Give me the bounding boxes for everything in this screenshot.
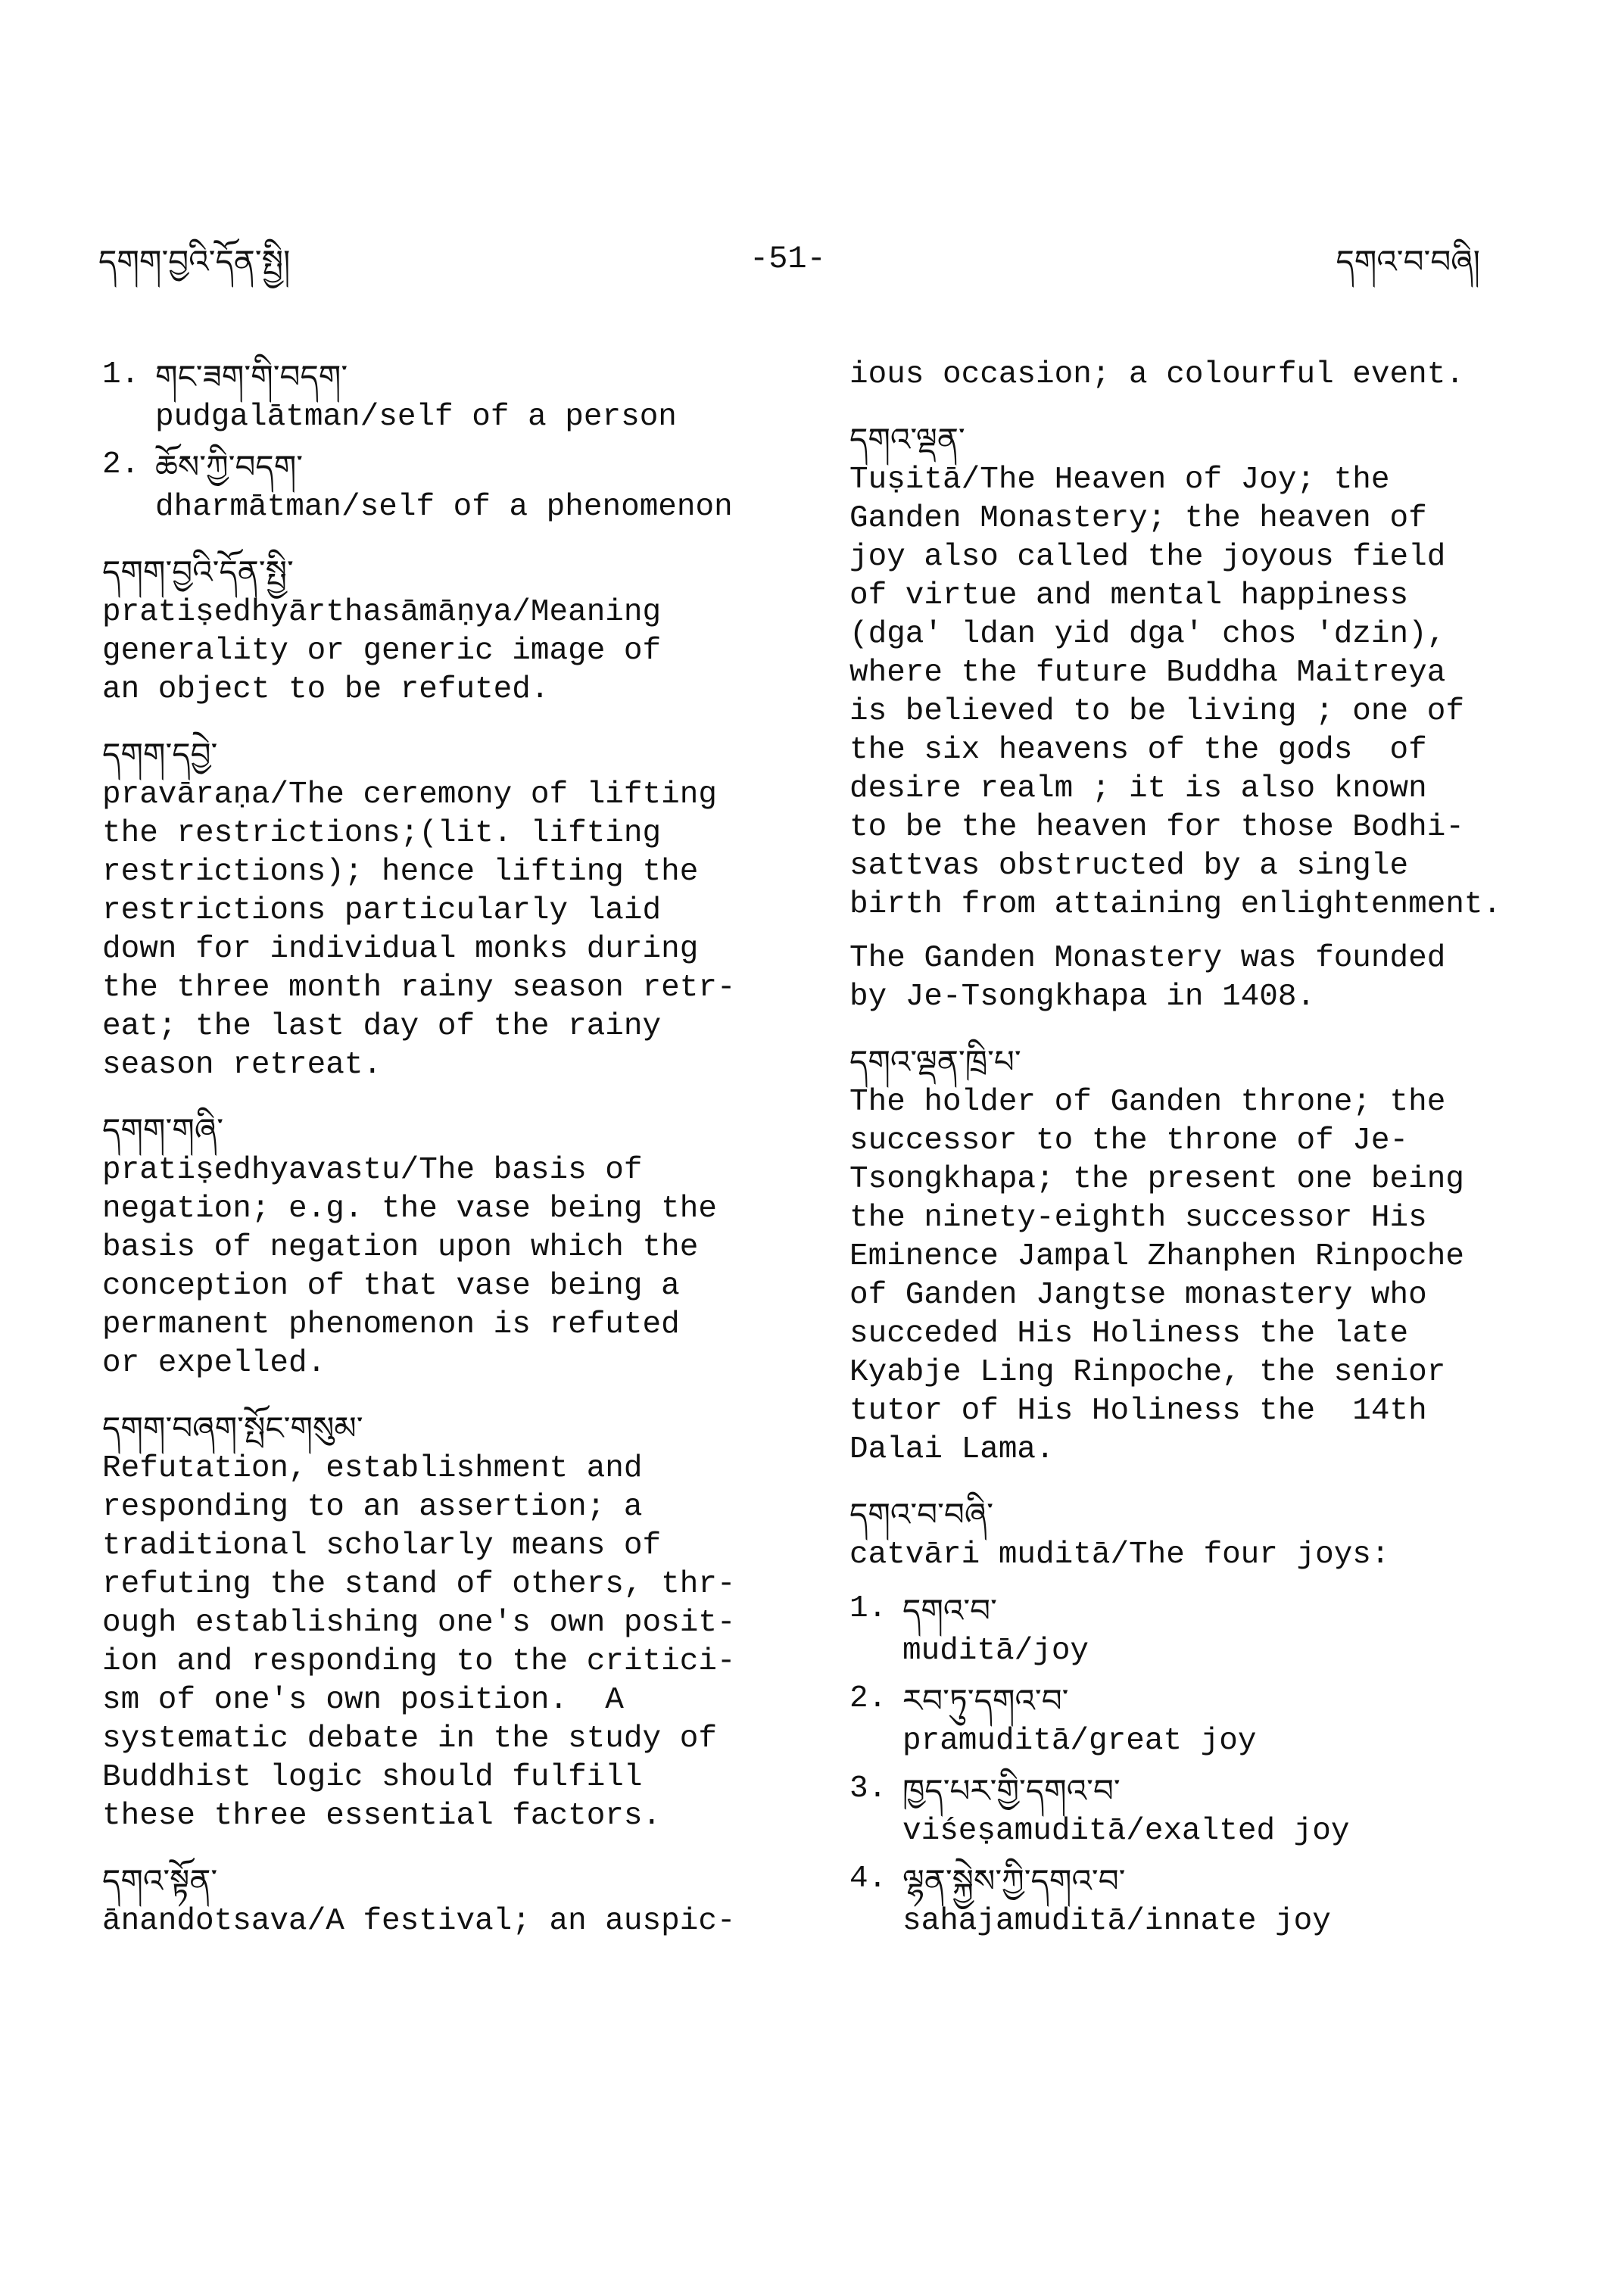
list-item: [849, 1590, 1531, 1671]
item-tibetan: ཁྱད་པར་གྱི་དགའ་བ་: [902, 1772, 1121, 1809]
item-body: [155, 356, 784, 437]
definition-line: these three essential factors.: [102, 1799, 662, 1833]
definition-line: refuting the stand of others, thr-: [102, 1567, 736, 1602]
headword-tibetan: དགའ་ལྡན་ཁྲི་པ་: [849, 1043, 1021, 1080]
definition-continuation: [849, 356, 1531, 394]
definition: [102, 1450, 784, 1836]
definition-line: ānandotsava/A festival; an auspic-: [102, 1904, 736, 1939]
definition-line: or expelled.: [102, 1346, 326, 1381]
definition: [102, 776, 784, 1085]
running-head-left: དགག་བྱའི་དོན་སྤྱི།: [98, 243, 291, 280]
definition-line: ough establishing one's own posit-: [102, 1606, 736, 1640]
item-number: 3.: [849, 1771, 887, 1806]
definition-line: Dalai Lama.: [849, 1432, 1055, 1467]
item-body: [902, 1680, 1531, 1761]
definition-line: restrictions); hence lifting the: [102, 855, 699, 889]
glossary-entry: [102, 1860, 784, 1941]
definition-line: the restrictions;(lit. lifting: [102, 816, 662, 851]
page-number: -51-: [750, 241, 826, 277]
glossary-entry: [102, 1407, 784, 1836]
definition-line: pravāraṇa/The ceremony of lifting: [102, 777, 717, 812]
definition-line: eat; the last day of the rainy: [102, 1009, 662, 1044]
definition-line: The Ganden Monastery was founded: [849, 941, 1446, 976]
definition-line: ion and responding to the critici-: [102, 1644, 736, 1679]
item-tibetan: རབ་ཏུ་དགའ་བ་: [902, 1682, 1069, 1719]
item-tibetan: ལྷན་སྐྱེས་ཀྱི་དགའ་བ་: [902, 1862, 1126, 1899]
numbered-list: [102, 356, 784, 527]
headword-tibetan: དགའ་ལྡན་: [849, 421, 965, 458]
headword-tibetan: དགག་གཞི་: [102, 1111, 224, 1148]
item-body: [155, 446, 784, 527]
list-item: [849, 1770, 1531, 1851]
item-number: 2.: [102, 447, 140, 482]
glossary-entry: [102, 1109, 784, 1383]
definition-line: joy also called the joyous field: [849, 540, 1446, 575]
list-item: [849, 1680, 1531, 1761]
item-gloss: pramuditā/great joy: [902, 1724, 1257, 1759]
definition-line: negation; e.g. the vase being the: [102, 1192, 717, 1226]
running-head-right: དགའ་བ་བཞི།: [1336, 243, 1480, 280]
definition-line: tutor of His Holiness the 14th: [849, 1394, 1427, 1428]
glossary-entry: [102, 734, 784, 1085]
list-item: [102, 356, 784, 437]
item-tibetan: གང་ཟག་གི་བདག་: [155, 358, 348, 395]
item-gloss: dharmātman/self of a phenomenon: [155, 490, 733, 525]
definition-line: sattvas obstructed by a single: [849, 849, 1409, 883]
definition-line: to be the heaven for those Bodhi-: [849, 810, 1464, 845]
headword-tibetan: དགག་དབྱེ་: [102, 736, 218, 773]
item-tibetan: ཆོས་ཀྱི་བདག་: [155, 448, 304, 485]
definition-line: ious occasion; a colourful event.: [849, 357, 1464, 392]
item-body: [902, 1590, 1531, 1671]
definition-line: desire realm ; it is also known: [849, 771, 1427, 806]
definition-line: Kyabje Ling Rinpoche, the senior: [849, 1355, 1446, 1390]
glossary-entry: [849, 1494, 1531, 1941]
item-gloss: sahajamuditā/innate joy: [902, 1904, 1331, 1939]
item-body: [902, 1860, 1531, 1941]
definition-line: pratiṣedhyavastu/The basis of: [102, 1153, 643, 1188]
definition-line: generality or generic image of: [102, 634, 662, 668]
definition-line: basis of negation upon which the: [102, 1230, 699, 1265]
definition-line: Eminence Jampal Zhanphen Rinpoche: [849, 1239, 1464, 1274]
definition-paragraph: [849, 939, 1531, 1017]
definition: [849, 461, 1531, 924]
right-column: [849, 356, 1531, 1965]
glossary-entry: [849, 1041, 1531, 1469]
definition-line: (dga' ldan yid dga' chos 'dzin),: [849, 617, 1446, 652]
item-body: [902, 1770, 1531, 1851]
item-gloss: viśeṣamuditā/exalted joy: [902, 1814, 1350, 1849]
glossary-entry: [102, 551, 784, 709]
definition-line: succeded His Holiness the late: [849, 1316, 1409, 1351]
definition-line: of Ganden Jangtse monastery who: [849, 1278, 1427, 1313]
item-gloss: muditā/joy: [902, 1634, 1089, 1668]
definition-line: conception of that vase being a: [102, 1269, 680, 1304]
definition-line: responding to an assertion; a: [102, 1490, 643, 1525]
definition-line: the three month rainy season retr-: [102, 970, 736, 1005]
glossary-entry: [849, 419, 1531, 1017]
numbered-list: [849, 1590, 1531, 1941]
definition-line: down for individual monks during: [102, 932, 699, 967]
headword-tibetan: དགའ་སྟོན་: [102, 1862, 218, 1899]
definition-line: The holder of Ganden throne; the: [849, 1085, 1446, 1120]
definition: [102, 594, 784, 709]
definition-line: Buddhist logic should fulfill: [102, 1760, 643, 1795]
definition-line: pratiṣedhyārthasāmāṇya/Meaning: [102, 595, 662, 630]
definition-line: by Je-Tsongkhapa in 1408.: [849, 980, 1316, 1014]
definition: [102, 1902, 784, 1941]
definition-line: systematic debate in the study of: [102, 1721, 717, 1756]
definition: [849, 1083, 1531, 1469]
definition-line: successor to the throne of Je-: [849, 1123, 1409, 1158]
definition-line: permanent phenomenon is refuted: [102, 1307, 680, 1342]
list-item: [102, 446, 784, 527]
definition-line: an object to be refuted.: [102, 672, 550, 707]
definition: [102, 1151, 784, 1383]
definition-line: restrictions particularly laid: [102, 893, 662, 928]
headword-tibetan: དགག་བྱའི་དོན་སྤྱི་: [102, 553, 294, 590]
definition-line: is believed to be living ; one of: [849, 694, 1464, 729]
definition-line: sm of one's own position. A: [102, 1683, 624, 1718]
item-number: 2.: [849, 1681, 887, 1716]
item-tibetan: དགའ་བ་: [902, 1592, 997, 1629]
left-column: [102, 356, 784, 1965]
definition-line: of virtue and mental happiness: [849, 578, 1409, 613]
headword-tibetan: དགག་བཞག་སྤོང་གསུམ་: [102, 1410, 363, 1447]
definition: [849, 1536, 1531, 1575]
definition-line: Ganden Monastery; the heaven of: [849, 501, 1427, 536]
definition-line: Tuṣitā/The Heaven of Joy; the: [849, 463, 1390, 497]
definition-line: Refutation, establishment and: [102, 1451, 643, 1486]
definition-line: traditional scholarly means of: [102, 1528, 662, 1563]
definition-line: the six heavens of the gods of: [849, 733, 1427, 768]
definition-line: season retreat.: [102, 1048, 382, 1083]
definition-line: where the future Buddha Maitreya: [849, 656, 1446, 690]
definition-line: birth from attaining enlightenment.: [849, 887, 1502, 922]
definition-line: the ninety-eighth successor His: [849, 1201, 1427, 1235]
item-gloss: pudgalātman/self of a person: [155, 400, 677, 435]
definition-line: Tsongkhapa; the present one being: [849, 1162, 1464, 1197]
list-item: [849, 1860, 1531, 1941]
definition-line: catvāri muditā/The four joys:: [849, 1537, 1390, 1572]
item-number: 1.: [849, 1591, 887, 1626]
headword-tibetan: དགའ་བ་བཞི་: [849, 1496, 994, 1533]
item-number: 1.: [102, 357, 140, 392]
item-number: 4.: [849, 1862, 887, 1896]
